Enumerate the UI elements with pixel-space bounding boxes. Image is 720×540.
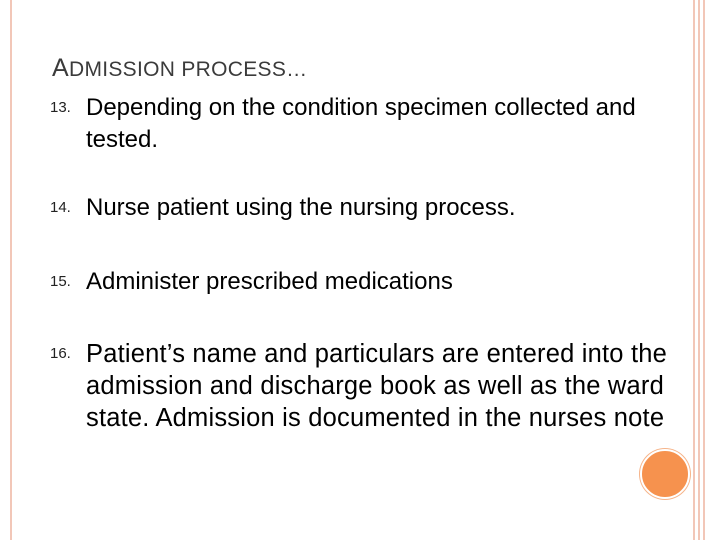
item-text: Administer prescribed medications xyxy=(86,268,453,295)
right-frame-line xyxy=(698,0,700,540)
list-item xyxy=(50,192,680,224)
list-item xyxy=(50,92,680,156)
item-text: Patient’s name and particulars are entered into the admission and discharge book as well as the ward state. Admission is documented in the nurses note xyxy=(86,340,667,432)
list-item xyxy=(50,338,680,434)
list-item xyxy=(50,266,680,298)
item-number: 15. xyxy=(50,273,71,290)
item-text: Depending on the condition specimen collected and tested. xyxy=(86,94,636,153)
item-number: 13. xyxy=(50,99,71,116)
title-rest: DMISSION PROCESS… xyxy=(68,58,308,81)
right-frame-line xyxy=(693,0,695,540)
item-text: Nurse patient using the nursing process. xyxy=(86,194,516,221)
title-initial: A xyxy=(52,54,69,82)
item-number: 14. xyxy=(50,199,71,216)
left-frame-line xyxy=(10,0,12,540)
decorative-circle xyxy=(640,449,690,499)
slide-title xyxy=(52,54,307,83)
right-frame-line xyxy=(703,0,705,540)
item-number: 16. xyxy=(50,345,71,362)
